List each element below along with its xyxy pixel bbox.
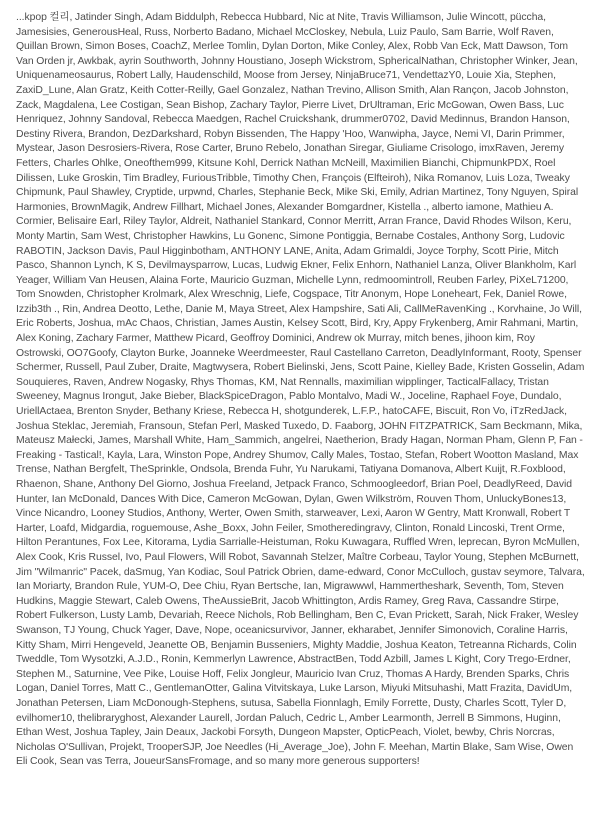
supporters-list: ...kpop 컬리, Jatinder Singh, Adam Biddulph, Rebecca Hubbard, Nic at Nite, Travis Williamson, Julie Wincott, püccha, Jamesisies, GenerousHeal, Russ, Norberto Badano, Michael McCloskey, Nebula, Luiz Paulo, Sam Barrie, Wolf Raven, Quillan Brown, Simon Boses, CoachZ, Merlee Tomlin, Dylan Dorton, Mike Conley, Alex, Robb Van Eck, Matt Dawson, Tom Van Orden jr, Awkbak, ayrin Southworth, Johnny Houstiano, Joseph Wickstrom, SphericalNathan, Christopher Winker, Jean, Uniquenameosaurus, Robert Lally, Haudenschild, Moose from Jersey, NinjaBruce71, VendettazY0, Louie Xia, Stephen, ZaxiD_Lune, Alan Gratz, Keith Cotter-Reilly, Gael Gonzalez, Nathan Trevino, Allison Smith, Alan Rançon, Jacob Johnston, Zack, Magdalena, Lee Costigan, Sean Bishop, Zachary Taylor, Pierre Livet, DrUltraman, Eric McGowan, Owen Bass, Luc Henriquez, Johnny Sandoval, Rebecca Maedgen, Rachel Cruickshank, drummer0702, David Medinnus, Brandon Hanson, Destiny Rivera, Brandon, DezDarkshard, Robyn Bissenden, The Happy 'Hoo, Wanwipha, Jayce, Nemi VI, Darin Primmer, Mystear, Jason Desrosiers-Rivera, Rose Carter, Bruno Rebelo, Jonathan Siregar, Giuliame Crisologo, imxRaven, Jeremy Fetters, Charles Ohlke, Oneofthem999, Kitsune Kohl, Derrick Nathan McNeill, Maximilien Bianchi, ChipmunkPDX, Roel Dilissen, Luke Groskin, Tim Bradley, FuriousTribble, Timothy Chen, François (Elfteiroh), Nika Romanov, Luis Loza, Tweaky Chipmunk, Paul Shawley, Cryptide, urpwnd, Charles, Stephanie Beck, Mike Ski, Emily, Adrian Martinez, Tony Nguyen, Spiral Harmonies, BrownMagik, Andrew Fillhart, Michael Jones, Alexander Bomgardner, Kistella ., alberto iamone, Mathieu A. Cormier, Belisaire Earl, Riley Taylor, Aldreit, Nathaniel Stankard, Connor Merritt, Arran France, David Rhodes Wilson, Keru, Monty Martin, Sam West, Christopher Hawkins, Lu Gonenc, Simone Pontiggia, Bernabe Costales, Anthony Sorg, Ludovic RABOTIN, Jackson Davis, Paul Higginbotham, ANTHONY LANE, Anita, Adam Grimaldi, Joyce Torphy, Scott Pirie, Mitch Pasco, Shannon Lynch, K S, Devilmaysparrow, Lucas, Ludwig Ekner, Felix Enhorn, Nathaniel Lanza, Oliver Blankholm, Karl Yeager, William Van Heusen, Alaina Forte, Mauricio Guzman, Michelle Lynn, redmoomintroll, Reuben Farley, PiXeL71200, Tom Snowden, Christopher Krolmark, Alex Wreschnig, Liefe, Cogspace, Titr Anonym, Hope Loneheart, Fek, Daniel Rowe, Izzib3th ., Rin, Andrea Deotto, Lethe, Danie M, Maya Street, Alex Hampshire, Sati Ali, CallMeRavenKing ., Korvhaine, Jo Will, Eric Roberts, Joshua, mAc Chaos, Christian, James Austin, Kelsey Scott, Bird, Kry, Appy Frykenberg, Amir Rahmani, Martin, Alex Koning, Zachary Farmer, Matthew Picard, Geoffroy Dominici, Andrew ok Murray, mitch benes, jihoon kim, Roy Ostrowski, OO7Goofy, Clayton Burke, Joanneke Weerdmeester, Raul Castellano Carreton, DeadlyInformant, Rooty, Spenser Schermer, Russell, Paul Zuber, Draite, Magtwysera, Robert Bielinski, Jens, Scott Paine, Kielley Bade, Kristen Gosselin, Adam Souquieres, Raven, Andrew Nogasky, Rhys Thomas, KM, Nat Rennalls, maximilian wipplinger, TacticalFallacy, Tristan Sweeney, Magnus Irongut, Jake Bieber, BlackSpiceDragon, Pablo Montalvo, Madi W., Joceline, Raphael Foye, Dundalo, UriellActaea, Brenton Snyder, Bethany Kriese, Rebecca H, shotgunderek, L.F.P., hatoCAFE, Biscuit, Ron Vo, iTzRedJack, Joshua Steklac, Jeremiah, Fransoun, Stefan Perl, Masked Tuxedo, D. Faaborg, JOHN FITZPATRICK, Sam Beckmann, Mika, Mateusz Małecki, James, Marshall White, Ham_Sammich, angelrei, Naetherion, Brady Hagan, Norman Pham, Glenn P, Fan - Freaking - Tastical!, Kayla, Lara, Winston Pope, Andrey Shumov, Cally Males, Tostao, Stefan, Robert Wootton Masland, Max Trense, Nathan Bergfelt, TheSprinkle, Ondsola, Brenda Fuhr, Yu Narukami, Tatiyana Domanova, Albert Kuijt, R.Foxblood, Rhaenon, Shane, Anthony Del Giorno, Joshua Freeland, Jetpack Franco, Schmoogleedorf, Brian Poel, DeadlyReed, David Hunter, Ian McDonald, Dances With Dice, Cameron McGowan, Dylan, Gwen Wilkström, Rouven Thom, UnluckyBones13, Vince Nicandro, Looney Studios, Anthony, Werter, Owen Smith, starweaver, Lexi, Aaron W Gentry, Matt Kronwall, Robert T Harter, Loafd, Midgardia, roguemouse, Ashe_Boxx, John Feiler, Smotheredingravy, Clinton, Ronald Lincoski, Trent Orme, Hilton Perantunes, Fox Lee, Kitorama, Lydia Sarrialle-Heistuman, Roku Kuwagara, Ruffled Wren, leprecan, Byron McMullen, Alex Cook, Kris Russel, Ivo, Paul Flowers, Will Robot, Savannah Stelzer, Maître Corbeau, Taylor Young, Stephen McBurnett, Jim "Wilmanric" Pacek, daSmug, Yan Kodiac, Soul Patrick Obrien, dame-edward, Conor McCulloch, gustav seymore, Talvara, Ian Moriarty, Brandon Rule, YUM-O, Dee Chiu, Ryan Bertsche, Ian, Migrawwwl, Hammertheshark, Seventh, Tom, Steven Hudkins, Maggie Stewart, Caleb Owens, TheAussieBrit, Jacob Whittington, Ardis Ramey, Greg Rava, Cassandre Stirpe, Robert Fulkerson, Lusty Lamb, Devariah, Reece Nichols, Rob Bellingham, Ben C, Evan Prickett, Sarah, Nick Fraker, Wesley Swanson, TJ Young, Chuck Yager, Dave, Nope, oceanicsurvivor, Janner, ekharabet, Jennifer Simonovich, Coraline Harris, Kitty Sham, Mirri Hengeveld, Jeanette OB, Benjamin Busseniers, Mighty Maddie, Joshua Keaton, Tetreanna Richards, Colin Tweddle, Tom Wysotzki, A.J.D., Ronin, Kemmerlyn Lawrence, AbstractBen, Todd Azbill, James L Kight, Cory Trego-Erdner, Stephen M., Saturnine, Vee Pike, Louise Hoff, Felix Jongleur, Mauricio Ivan Cruz, Thomas A Hardy, Brenden Sparks, Chris Logan, Daniel Torres, Matt C., GentlemanOtter, Galina Vitvitskaya, Luke Larson, Miyuki Mitsuhashi, Matt Frazita, DavidUm, Jonathan Petersen, Liam McDonough-Stephens, sutusa, Sabella Fionnlagh, Emily Forrette, Dusty, Charles Scott, Tyler D, evilhomer10, thelibraryghost, Alexander Laurell, Jordan Paluch, Cedric L, Amber Learmonth, Jerrell B Simmons, Huginn, Ethan West, Joshua Tapley, Jain Deaux, Jackobi Forsyth, Dungeon Mapster, OpticPeach, Violet, bewby, Chris Norcras, Nicholas O'Sullivan, Projekt, TrooperSJP, Joe Needles (Hi_Average_Joe), John F. Meehan, Martin Blake, Sam Wise, Owen Eli Cook, Sean vas Terra, JoueurSansFromage, and so many more generous supporters! bbox=[16, 12, 585, 768]
